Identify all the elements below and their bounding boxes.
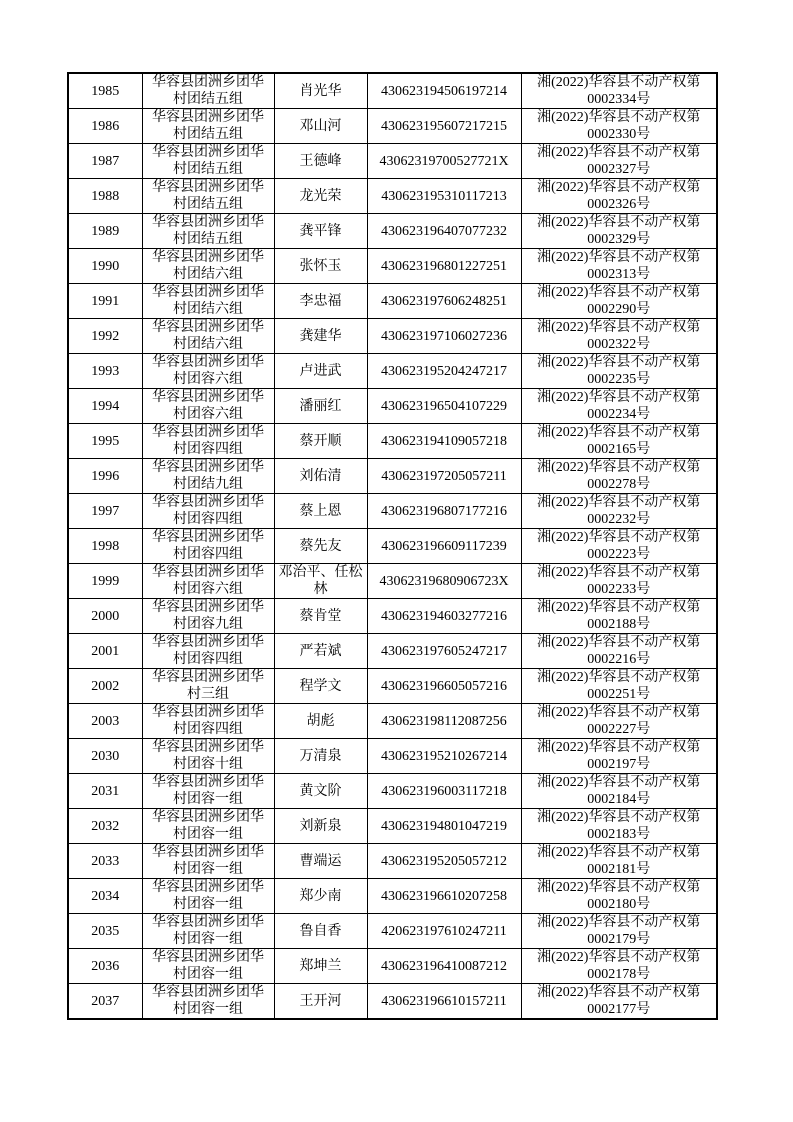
certificate-cell [521, 704, 717, 739]
address-cell: 华容县团洲乡团华村团结五组 [142, 179, 274, 214]
address-cell: 华容县团洲乡团华村团结五组 [142, 214, 274, 249]
certificate-prefix: 湘(2022)华容县不动产权第 [537, 600, 701, 615]
table-row [68, 459, 717, 494]
certificate-cell [521, 354, 717, 389]
certificate-prefix: 湘(2022)华容县不动产权第 [537, 425, 701, 440]
certificate-number: 0002278号 [587, 477, 651, 492]
serial-cell: 2032 [68, 809, 142, 844]
certificate-number: 0002177号 [587, 1002, 651, 1017]
name-cell: 龚平锋 [274, 214, 367, 249]
certificate-number: 0002251号 [587, 687, 651, 702]
table-row [68, 599, 717, 634]
certificate-prefix: 湘(2022)华容县不动产权第 [537, 635, 701, 650]
serial-cell: 1995 [68, 424, 142, 459]
id-number-cell: 430623196610207258 [367, 879, 521, 914]
certificate-cell [521, 809, 717, 844]
serial-cell: 2001 [68, 634, 142, 669]
table-row [68, 424, 717, 459]
name-cell: 卢进武 [274, 354, 367, 389]
id-number-cell: 430623198112087256 [367, 704, 521, 739]
records-table [67, 72, 718, 1020]
certificate-cell [521, 774, 717, 809]
serial-cell: 2000 [68, 599, 142, 634]
certificate-cell [521, 144, 717, 179]
certificate-prefix: 湘(2022)华容县不动产权第 [537, 145, 701, 160]
id-number-cell: 430623196807177216 [367, 494, 521, 529]
certificate-cell [521, 424, 717, 459]
id-number-cell: 430623197106027236 [367, 319, 521, 354]
id-number-cell: 43062319700527721X [367, 144, 521, 179]
serial-cell: 1999 [68, 564, 142, 599]
id-number-cell: 430623195210267214 [367, 739, 521, 774]
name-cell: 潘丽红 [274, 389, 367, 424]
name-cell: 蔡上恩 [274, 494, 367, 529]
certificate-cell [521, 634, 717, 669]
id-number-cell: 430623197606248251 [367, 284, 521, 319]
name-cell: 万清泉 [274, 739, 367, 774]
id-number-cell: 430623194506197214 [367, 73, 521, 109]
id-number-cell: 430623196605057216 [367, 669, 521, 704]
certificate-cell [521, 879, 717, 914]
id-number-cell: 430623194801047219 [367, 809, 521, 844]
address-cell: 华容县团洲乡团华村团容一组 [142, 949, 274, 984]
certificate-number: 0002181号 [587, 862, 651, 877]
table-row [68, 704, 717, 739]
certificate-prefix: 湘(2022)华容县不动产权第 [537, 355, 701, 370]
serial-cell: 1988 [68, 179, 142, 214]
address-cell: 华容县团洲乡团华村团容一组 [142, 879, 274, 914]
serial-cell: 1986 [68, 109, 142, 144]
certificate-cell [521, 109, 717, 144]
table-row [68, 389, 717, 424]
id-number-cell: 430623196410087212 [367, 949, 521, 984]
certificate-cell [521, 214, 717, 249]
table-row [68, 914, 717, 949]
id-number-cell: 430623195607217215 [367, 109, 521, 144]
table-row [68, 284, 717, 319]
certificate-prefix: 湘(2022)华容县不动产权第 [537, 320, 701, 335]
certificate-number: 0002290号 [587, 302, 651, 317]
certificate-cell [521, 949, 717, 984]
id-number-cell: 430623195204247217 [367, 354, 521, 389]
address-cell: 华容县团洲乡团华村团容十组 [142, 739, 274, 774]
name-cell: 曹端运 [274, 844, 367, 879]
certificate-cell [521, 844, 717, 879]
name-cell: 刘佑清 [274, 459, 367, 494]
serial-cell: 2031 [68, 774, 142, 809]
address-cell: 华容县团洲乡团华村团容四组 [142, 424, 274, 459]
certificate-cell [521, 739, 717, 774]
certificate-number: 0002178号 [587, 967, 651, 982]
certificate-prefix: 湘(2022)华容县不动产权第 [537, 985, 701, 1000]
name-cell: 严若斌 [274, 634, 367, 669]
address-cell: 华容县团洲乡团华村团容四组 [142, 704, 274, 739]
certificate-prefix: 湘(2022)华容县不动产权第 [537, 670, 701, 685]
table-row [68, 634, 717, 669]
serial-cell: 1991 [68, 284, 142, 319]
name-cell: 蔡开顺 [274, 424, 367, 459]
id-number-cell: 430623197205057211 [367, 459, 521, 494]
certificate-prefix: 湘(2022)华容县不动产权第 [537, 845, 701, 860]
id-number-cell: 430623197605247217 [367, 634, 521, 669]
serial-cell: 1987 [68, 144, 142, 179]
certificate-number: 0002165号 [587, 442, 651, 457]
certificate-cell [521, 494, 717, 529]
table-row [68, 494, 717, 529]
table-row [68, 739, 717, 774]
table-row [68, 949, 717, 984]
certificate-prefix: 湘(2022)华容县不动产权第 [537, 810, 701, 825]
name-cell: 龙光荣 [274, 179, 367, 214]
certificate-cell [521, 73, 717, 109]
serial-cell: 2002 [68, 669, 142, 704]
certificate-number: 0002223号 [587, 547, 651, 562]
certificate-prefix: 湘(2022)华容县不动产权第 [537, 285, 701, 300]
records-table-body [68, 73, 717, 1019]
name-cell: 蔡肯堂 [274, 599, 367, 634]
address-cell: 华容县团洲乡团华村团容九组 [142, 599, 274, 634]
serial-cell: 2003 [68, 704, 142, 739]
id-number-cell: 430623196003117218 [367, 774, 521, 809]
name-cell: 蔡先友 [274, 529, 367, 564]
address-cell: 华容县团洲乡团华村团容六组 [142, 564, 274, 599]
certificate-number: 0002232号 [587, 512, 651, 527]
address-cell: 华容县团洲乡团华村团结五组 [142, 109, 274, 144]
certificate-number: 0002235号 [587, 372, 651, 387]
certificate-cell [521, 319, 717, 354]
table-row [68, 354, 717, 389]
table-row [68, 879, 717, 914]
certificate-number: 0002197号 [587, 757, 651, 772]
certificate-cell [521, 529, 717, 564]
serial-cell: 2036 [68, 949, 142, 984]
certificate-cell [521, 599, 717, 634]
serial-cell: 1985 [68, 73, 142, 109]
address-cell: 华容县团洲乡团华村团容一组 [142, 914, 274, 949]
certificate-cell [521, 984, 717, 1020]
address-cell: 华容县团洲乡团华村团结六组 [142, 319, 274, 354]
certificate-number: 0002184号 [587, 792, 651, 807]
id-number-cell: 430623196609117239 [367, 529, 521, 564]
certificate-cell [521, 459, 717, 494]
serial-cell: 2033 [68, 844, 142, 879]
certificate-cell [521, 914, 717, 949]
certificate-number: 0002233号 [587, 582, 651, 597]
name-cell: 张怀玉 [274, 249, 367, 284]
address-cell: 华容县团洲乡团华村团容一组 [142, 809, 274, 844]
certificate-prefix: 湘(2022)华容县不动产权第 [537, 390, 701, 405]
certificate-prefix: 湘(2022)华容县不动产权第 [537, 530, 701, 545]
certificate-prefix: 湘(2022)华容县不动产权第 [537, 215, 701, 230]
certificate-prefix: 湘(2022)华容县不动产权第 [537, 495, 701, 510]
certificate-prefix: 湘(2022)华容县不动产权第 [537, 180, 701, 195]
address-cell: 华容县团洲乡团华村团结五组 [142, 144, 274, 179]
table-row [68, 809, 717, 844]
serial-cell: 1990 [68, 249, 142, 284]
certificate-prefix: 湘(2022)华容县不动产权第 [537, 250, 701, 265]
certificate-cell [521, 179, 717, 214]
name-cell: 邓山河 [274, 109, 367, 144]
name-cell: 程学文 [274, 669, 367, 704]
address-cell: 华容县团洲乡团华村团结六组 [142, 249, 274, 284]
id-number-cell: 430623196504107229 [367, 389, 521, 424]
table-row [68, 214, 717, 249]
id-number-cell: 420623197610247211 [367, 914, 521, 949]
serial-cell: 1998 [68, 529, 142, 564]
name-cell: 鲁自香 [274, 914, 367, 949]
certificate-number: 0002216号 [587, 652, 651, 667]
id-number-cell: 430623194603277216 [367, 599, 521, 634]
name-cell: 邓治平、任松林 [274, 564, 367, 599]
table-row [68, 319, 717, 354]
address-cell: 华容县团洲乡团华村团容四组 [142, 529, 274, 564]
certificate-number: 0002183号 [587, 827, 651, 842]
serial-cell: 2030 [68, 739, 142, 774]
address-cell: 华容县团洲乡团华村团容一组 [142, 984, 274, 1020]
id-number-cell: 430623196610157211 [367, 984, 521, 1020]
certificate-prefix: 湘(2022)华容县不动产权第 [537, 880, 701, 895]
serial-cell: 1997 [68, 494, 142, 529]
id-number-cell: 430623195310117213 [367, 179, 521, 214]
serial-cell: 2035 [68, 914, 142, 949]
certificate-cell [521, 249, 717, 284]
certificate-prefix: 湘(2022)华容县不动产权第 [537, 75, 701, 90]
name-cell: 胡彪 [274, 704, 367, 739]
certificate-number: 0002179号 [587, 932, 651, 947]
id-number-cell: 430623195205057212 [367, 844, 521, 879]
certificate-prefix: 湘(2022)华容县不动产权第 [537, 775, 701, 790]
address-cell: 华容县团洲乡团华村团结九组 [142, 459, 274, 494]
certificate-prefix: 湘(2022)华容县不动产权第 [537, 565, 701, 580]
certificate-number: 0002227号 [587, 722, 651, 737]
table-row [68, 144, 717, 179]
table-row [68, 669, 717, 704]
name-cell: 郑坤兰 [274, 949, 367, 984]
table-row [68, 984, 717, 1020]
address-cell: 华容县团洲乡团华村团结五组 [142, 73, 274, 109]
certificate-number: 0002313号 [587, 267, 651, 282]
name-cell: 王德峰 [274, 144, 367, 179]
table-row [68, 564, 717, 599]
certificate-cell [521, 669, 717, 704]
serial-cell: 2034 [68, 879, 142, 914]
table-row [68, 73, 717, 109]
certificate-prefix: 湘(2022)华容县不动产权第 [537, 740, 701, 755]
address-cell: 华容县团洲乡团华村团容六组 [142, 389, 274, 424]
serial-cell: 2037 [68, 984, 142, 1020]
certificate-number: 0002234号 [587, 407, 651, 422]
table-row [68, 844, 717, 879]
name-cell: 郑少南 [274, 879, 367, 914]
serial-cell: 1993 [68, 354, 142, 389]
name-cell: 肖光华 [274, 73, 367, 109]
table-row [68, 774, 717, 809]
serial-cell: 1989 [68, 214, 142, 249]
address-cell: 华容县团洲乡团华村团容一组 [142, 774, 274, 809]
certificate-number: 0002188号 [587, 617, 651, 632]
id-number-cell: 430623196801227251 [367, 249, 521, 284]
name-cell: 刘新泉 [274, 809, 367, 844]
table-row [68, 109, 717, 144]
id-number-cell: 43062319680906723X [367, 564, 521, 599]
address-cell: 华容县团洲乡团华村三组 [142, 669, 274, 704]
address-cell: 华容县团洲乡团华村团结六组 [142, 284, 274, 319]
certificate-number: 0002327号 [587, 162, 651, 177]
table-row [68, 529, 717, 564]
certificate-number: 0002329号 [587, 232, 651, 247]
certificate-number: 0002326号 [587, 197, 651, 212]
certificate-prefix: 湘(2022)华容县不动产权第 [537, 460, 701, 475]
name-cell: 黄文阶 [274, 774, 367, 809]
certificate-cell [521, 389, 717, 424]
id-number-cell: 430623194109057218 [367, 424, 521, 459]
certificate-number: 0002180号 [587, 897, 651, 912]
certificate-cell [521, 564, 717, 599]
certificate-prefix: 湘(2022)华容县不动产权第 [537, 950, 701, 965]
certificate-number: 0002330号 [587, 127, 651, 142]
certificate-number: 0002334号 [587, 92, 651, 107]
certificate-prefix: 湘(2022)华容县不动产权第 [537, 705, 701, 720]
certificate-number: 0002322号 [587, 337, 651, 352]
id-number-cell: 430623196407077232 [367, 214, 521, 249]
address-cell: 华容县团洲乡团华村团容六组 [142, 354, 274, 389]
certificate-prefix: 湘(2022)华容县不动产权第 [537, 915, 701, 930]
certificate-prefix: 湘(2022)华容县不动产权第 [537, 110, 701, 125]
certificate-cell [521, 284, 717, 319]
serial-cell: 1996 [68, 459, 142, 494]
name-cell: 李忠福 [274, 284, 367, 319]
address-cell: 华容县团洲乡团华村团容一组 [142, 844, 274, 879]
table-row [68, 249, 717, 284]
address-cell: 华容县团洲乡团华村团容四组 [142, 494, 274, 529]
serial-cell: 1992 [68, 319, 142, 354]
name-cell: 王开河 [274, 984, 367, 1020]
address-cell: 华容县团洲乡团华村团容四组 [142, 634, 274, 669]
table-row [68, 179, 717, 214]
name-cell: 龚建华 [274, 319, 367, 354]
serial-cell: 1994 [68, 389, 142, 424]
